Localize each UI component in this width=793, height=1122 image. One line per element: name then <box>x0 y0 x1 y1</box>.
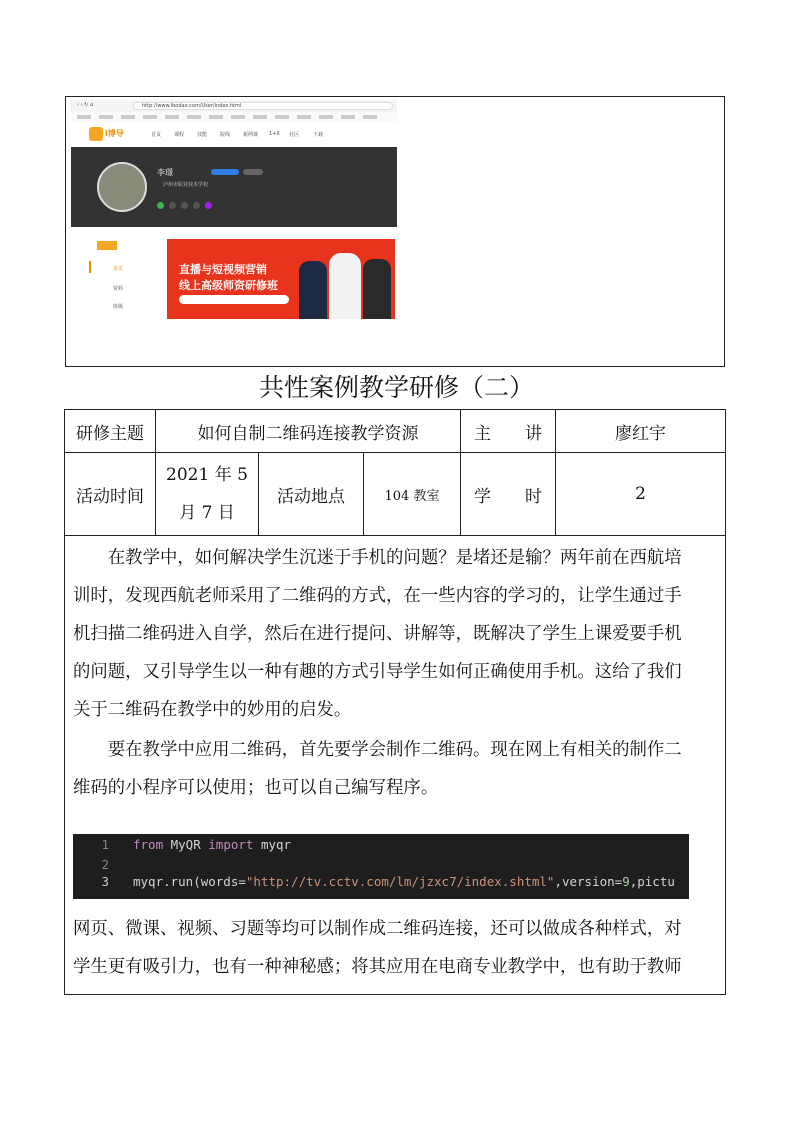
text-line: 要在教学中应用二维码，首先要学会制作二维码。现在网上有相关的制作二 <box>73 740 682 760</box>
wechat-icon <box>157 202 164 209</box>
text-line: 的问题，又引导学生以一种有趣的方式引导学生如何正确使用手机。这给了我们 <box>73 662 682 682</box>
keyword: from <box>133 837 164 852</box>
paragraph-3 <box>73 910 717 986</box>
string-literal: "http://tv.cctv.com/lm/jzxc7/index.shtml" <box>245 874 555 889</box>
address-bar <box>133 102 393 110</box>
number-literal: 9 <box>622 874 630 889</box>
time-label: 活动时间 <box>76 486 144 507</box>
line-number: 3 <box>101 874 109 889</box>
phone-icon <box>181 202 188 209</box>
presenter-figure <box>363 259 391 319</box>
share-icon <box>169 202 176 209</box>
paragraph-2 <box>73 731 717 807</box>
sidebar-item: 班级 <box>113 304 124 310</box>
promo-banner <box>167 239 395 319</box>
code-line-1 <box>133 837 291 852</box>
sidebar-item: 资料 <box>113 286 124 292</box>
document-title: 共性案例教学研修（二） <box>258 373 534 402</box>
nav-item: 1+X <box>269 131 280 137</box>
text-line: 在教学中，如何解决学生沉迷于手机的问题？是堵还是输？两年前在西航培 <box>73 548 682 568</box>
code-token: myqr.run(words= <box>133 874 246 889</box>
user-name: 李璟 <box>157 168 173 177</box>
presenter-figure <box>299 261 327 319</box>
place-value: 104 教室 <box>384 488 440 504</box>
topic-label: 研修主题 <box>76 423 144 444</box>
active-indicator <box>89 261 91 273</box>
code-block <box>73 834 689 899</box>
topic-value: 如何自制二维码连接教学资源 <box>197 423 419 444</box>
avatar <box>97 162 147 212</box>
speaker-label: 主 讲 <box>474 423 542 444</box>
logo-text: i博导 <box>105 129 124 138</box>
text-line: 训时，发现西航老师采用了二维码的方式，在一些内容的学习的，让学生通过手 <box>73 586 682 606</box>
speaker-value: 廖红宇 <box>615 423 666 444</box>
place-label: 活动地点 <box>277 486 345 507</box>
nav-item: 社区 <box>289 132 300 138</box>
tab-active <box>97 241 117 250</box>
app-icon <box>205 202 212 209</box>
code-token: ,pictu <box>629 874 675 889</box>
time-line-2: 月 7 日 <box>179 503 235 523</box>
user-sidebar <box>89 237 153 320</box>
keyword: import <box>208 837 254 852</box>
text-line: 关于二维码在教学中的妙用的启发。 <box>73 700 352 720</box>
sidebar-item: 首页 <box>113 266 124 272</box>
nav-item: 院线 <box>220 132 231 138</box>
back-icon: ‹ › ↻ ⌂ <box>77 102 94 108</box>
nav-item: 技能 <box>197 132 208 138</box>
level-badge <box>243 169 263 175</box>
school-name: 泸州市职业技术学校 <box>163 182 209 188</box>
info-table <box>64 409 726 995</box>
bookmark-items <box>77 115 377 119</box>
line-number: 2 <box>101 857 109 872</box>
url-text: http://www.ibodao.com/User/index.html <box>142 103 242 109</box>
auth-badge <box>211 169 239 175</box>
text-line: 学生更有吸引力，也有一种神秘感；将其应用在电商专业教学中，也有助于教师 <box>73 957 682 977</box>
code-line-3 <box>133 874 675 889</box>
hours-value: 2 <box>635 484 646 504</box>
banner-subtitle: 线上高级师资研修班 <box>179 279 278 292</box>
nav-item: 新网课 <box>243 132 259 138</box>
text-line: 机扫描二维码进入自学，然后在进行提问、讲解等，既解决了学生上课爱要手机 <box>73 624 682 644</box>
time-line-1: 2021 年 5 <box>166 465 248 485</box>
code-token: MyQR <box>163 837 209 852</box>
code-token: ,version= <box>554 874 623 889</box>
nav-item: 首页 <box>151 132 162 138</box>
paragraph-1 <box>73 539 717 729</box>
code-token: myqr <box>253 837 292 852</box>
profile-header <box>71 147 397 227</box>
mail-icon <box>193 202 200 209</box>
row-divider <box>65 535 725 536</box>
text-line: 网页、微课、视频、习题等均可以制作成二维码连接，还可以做成各种样式，对 <box>73 919 682 939</box>
banner-pill <box>179 295 289 304</box>
site-nav <box>71 122 397 146</box>
presenter-figure <box>329 253 361 319</box>
nav-item: 下载 <box>313 132 324 138</box>
line-number: 1 <box>101 837 109 852</box>
nav-item: 课程 <box>174 132 185 138</box>
banner-title: 直播与短视频营销 <box>179 263 267 276</box>
hours-label: 学 时 <box>474 486 542 507</box>
ibodao-logo-icon <box>89 127 103 141</box>
embedded-browser-screenshot <box>71 100 397 320</box>
browser-toolbar <box>71 100 397 112</box>
time-value <box>156 453 258 535</box>
text-line: 维码的小程序可以使用；也可以自己编写程序。 <box>73 778 439 798</box>
